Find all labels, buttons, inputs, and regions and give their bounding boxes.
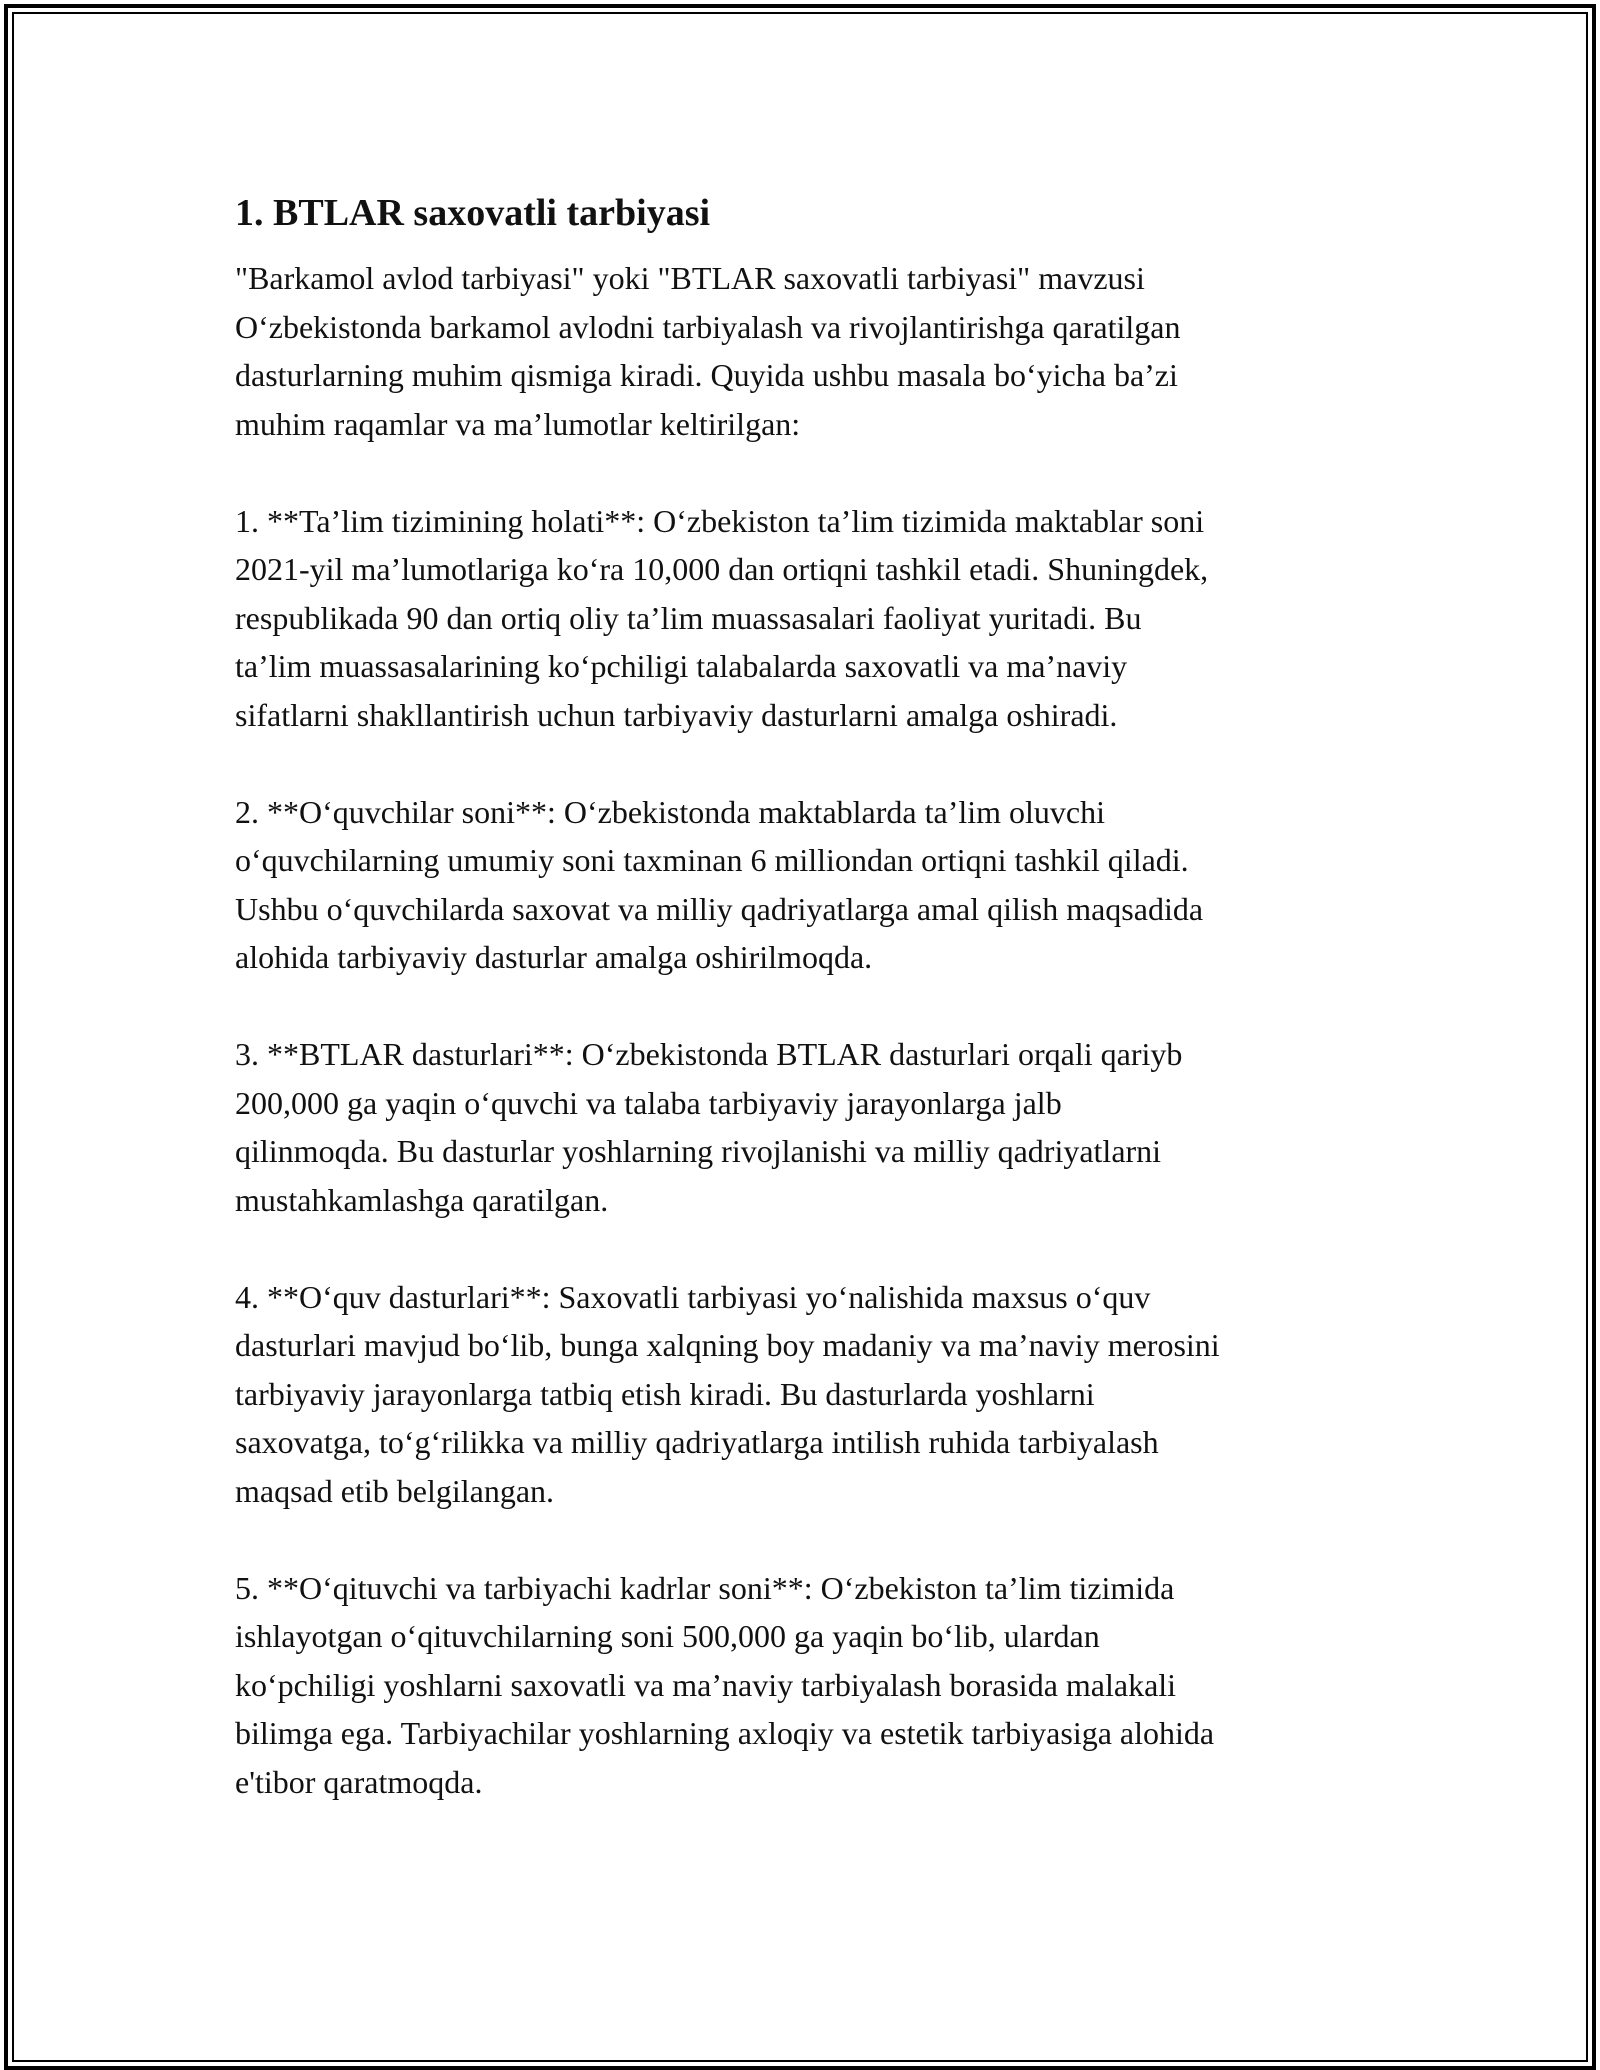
paragraph-btlar-programs: 3. **BTLAR dasturlari**: Oʻzbekistonda BTLAR dasturlari orqali qariyb 200,000 ga yaqin oʻquvchi va talaba tarbiyaviy jarayonlarga jalb qilinmoqda. Bu dasturlar yoshlarning rivojlanishi va milliy qadriyatlarni mustahkamlashga qaratilgan. [235, 1036, 1183, 1218]
paragraph-education-system: 1. **Taʼlim tizimining holati**: Oʻzbekiston taʼlim tizimida maktablar soni 2021-yil maʼlumotlariga koʻra 10,000 dan ortiqni tashkil etadi. Shuningdek, respublikada 90 dan ortiq oliy taʼlim muassasalari faoliyat yuritadi. Bu taʼlim muassasalarining koʻpchiligi talabalarda saxovatli va maʼnaviy sifatlarni shakllantirish uchun tarbiyaviy dasturlarni amalga oshiradi. [235, 502, 1209, 733]
document-title: 1. BTLAR saxovatli tarbiyasi [235, 192, 711, 234]
paragraph-curricula: 4. **Oʻquv dasturlari**: Saxovatli tarbiyasi yoʻnalishida maxsus oʻquv dasturlari mavjud boʻlib, bunga xalqning boy madaniy va maʼnaviy merosini tarbiyaviy jarayonlarga tatbiq etish kiradi. Bu dasturlarda yoshlarni saxovatga, toʻgʻrilikka va milliy qadriyatlarga intilish ruhida tarbiyalash maqsad etib belgilangan. [235, 1278, 1220, 1509]
intro-paragraph: "Barkamol avlod tarbiyasi" yoki "BTLAR saxovatli tarbiyasi" mavzusi Oʻzbekistonda barkamol avlodni tarbiyalash va rivojlantirishga qaratilgan dasturlarning muhim qismiga kiradi. Quyida ushbu masala boʻyicha baʼzi muhim raqamlar va maʼlumotlar keltirilgan: [235, 260, 1181, 442]
document-body [235, 186, 1385, 1806]
paragraph-teachers-count: 5. **Oʻqituvchi va tarbiyachi kadrlar soni**: Oʻzbekiston taʼlim tizimida ishlayotgan oʻqituvchilarning soni 500,000 ga yaqin boʻlib, ulardan koʻpchiligi yoshlarni saxovatli va maʼnaviy tarbiyalash borasida malakali bilimga ega. Tarbiyachilar yoshlarning axloqiy va estetik tarbiyasiga alohida e'tibor qaratmoqda. [235, 1569, 1215, 1800]
paragraph-pupils-count: 2. **Oʻquvchilar soni**: Oʻzbekistonda maktablarda taʼlim oluvchi oʻquvchilarning umumiy soni taxminan 6 milliondan ortiqni tashkil qiladi. Ushbu oʻquvchilarda saxovat va milliy qadriyatlarga amal qilish maqsadida alohida tarbiyaviy dasturlar amalga oshirilmoqda. [235, 793, 1204, 975]
